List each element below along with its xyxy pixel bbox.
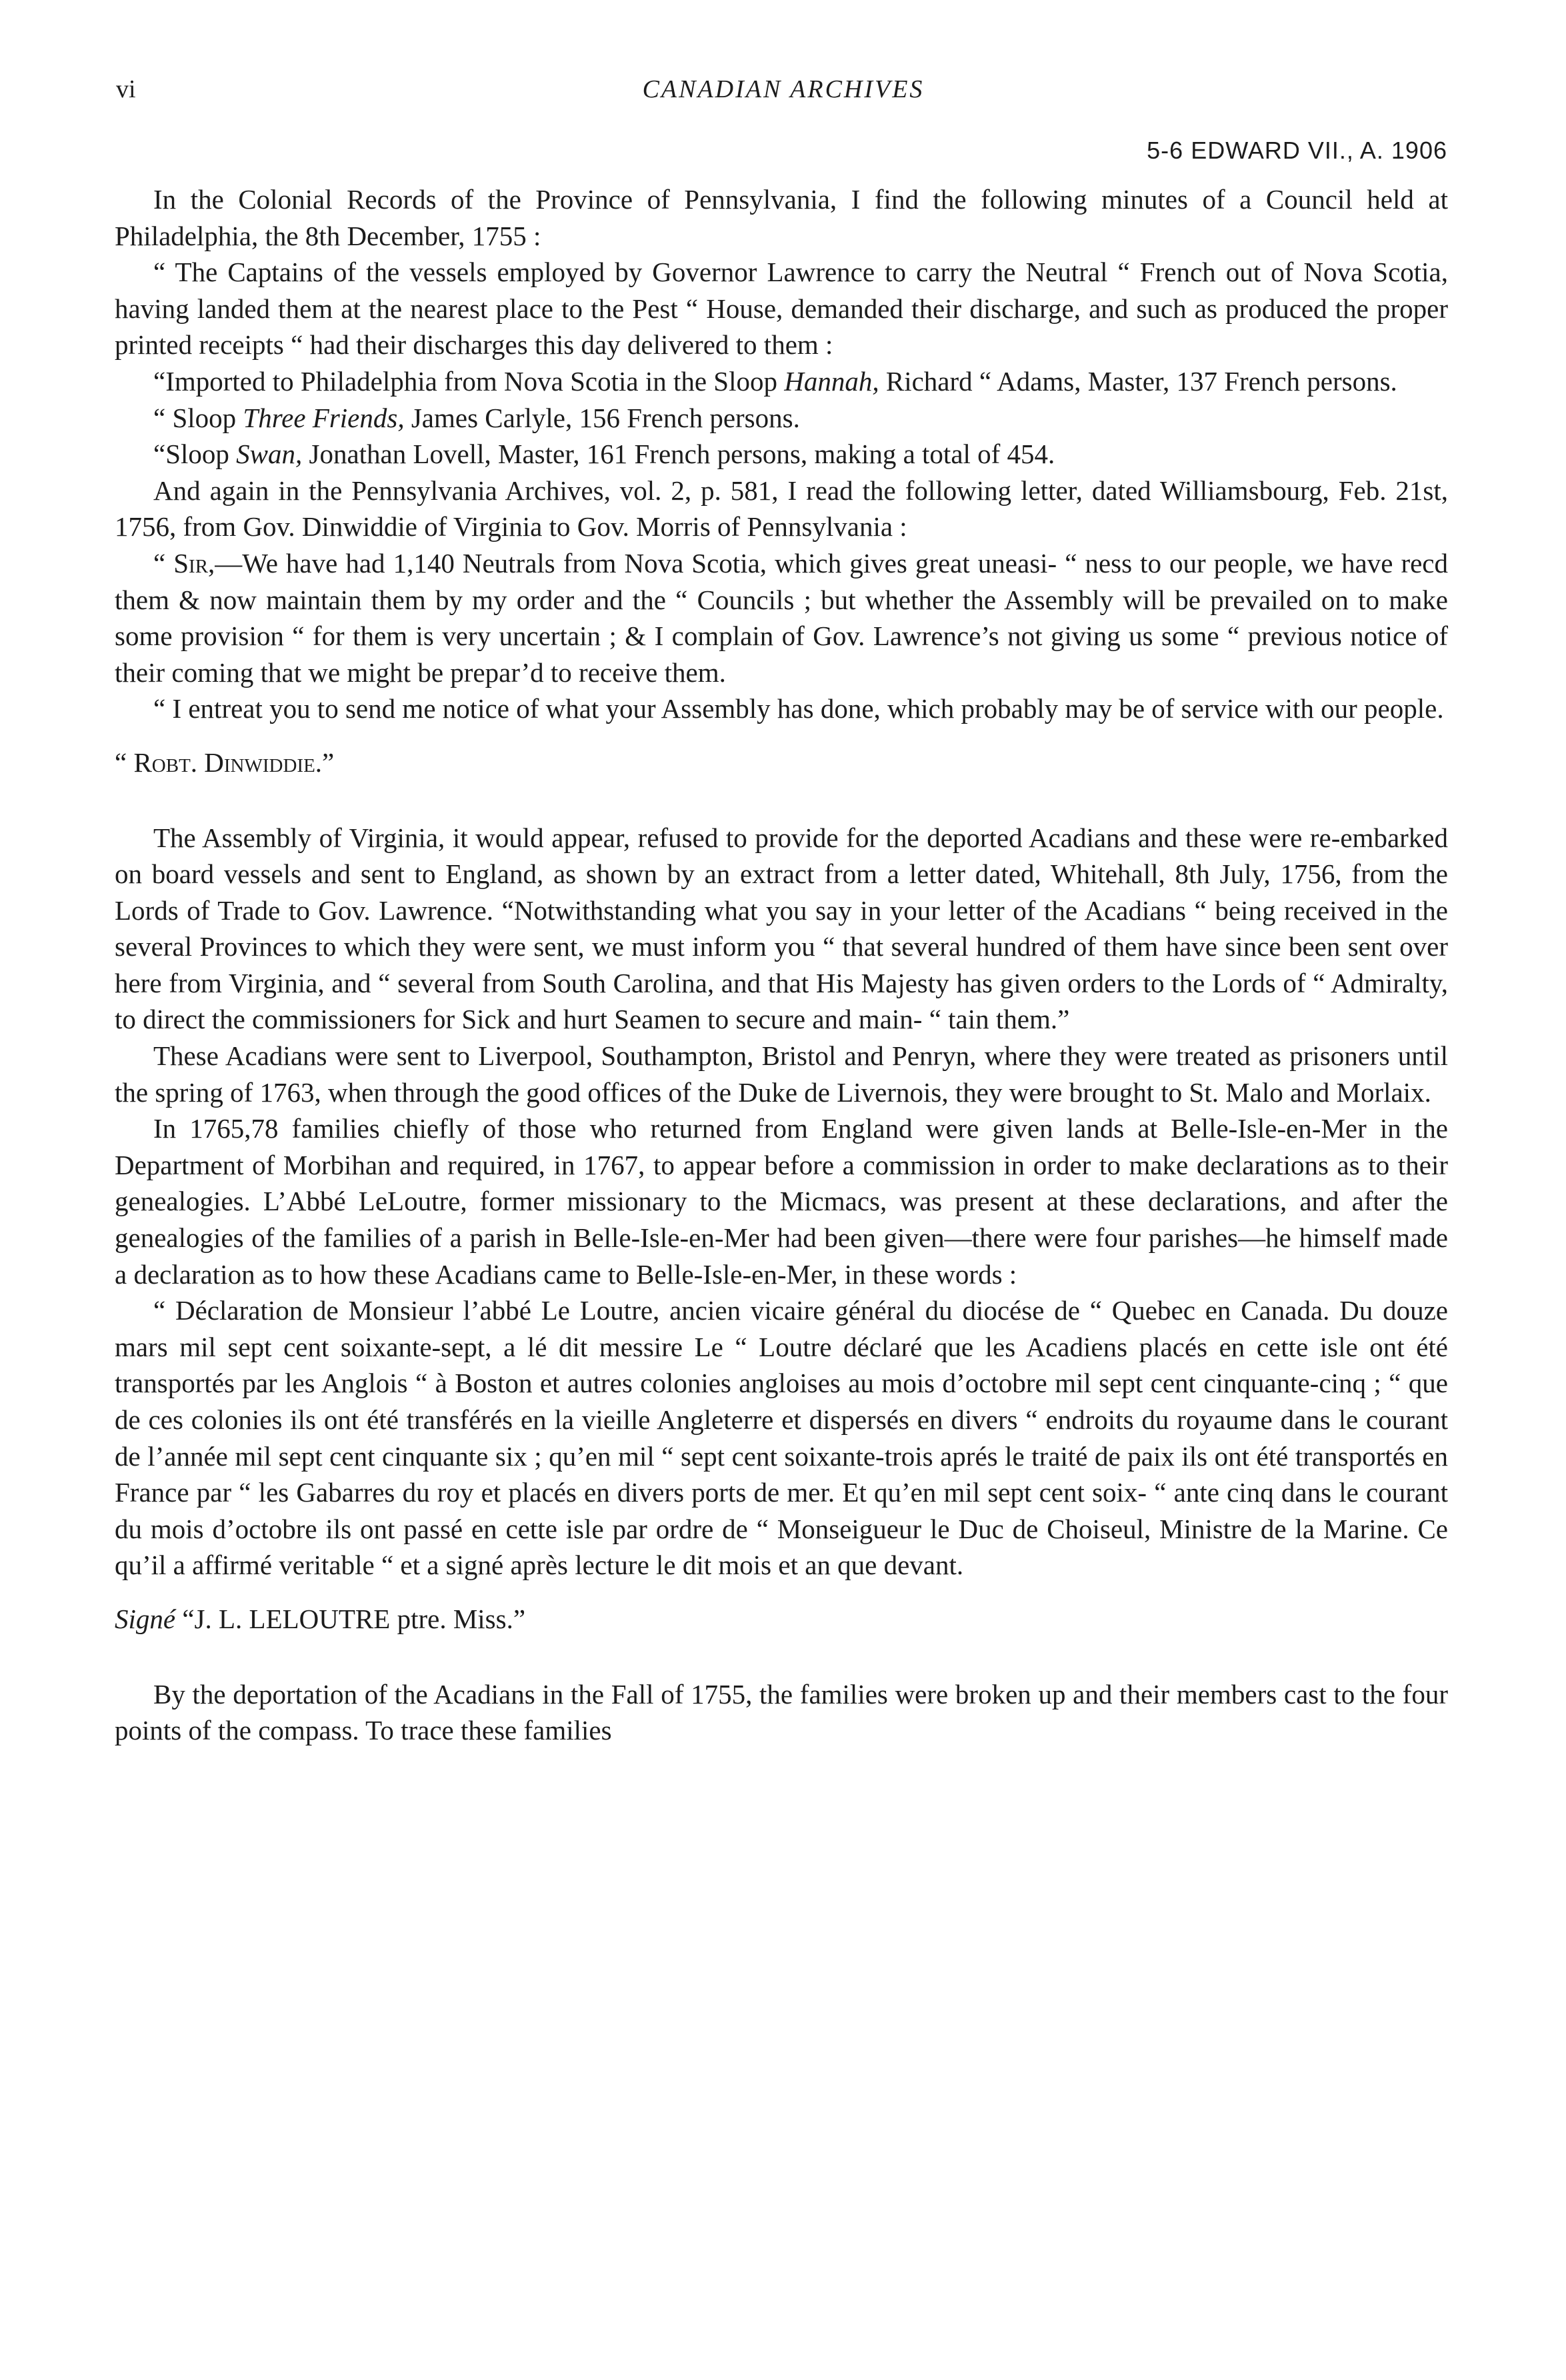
text-run: “ Sloop — [153, 402, 243, 433]
spacer — [115, 1584, 1448, 1601]
text-run: “Sloop — [153, 439, 237, 470]
spacer — [115, 781, 1448, 820]
quoted-paragraph — [115, 436, 1448, 473]
quoted-letter: “ I entreat you to send me notice of what your Assembly has done, which probably may be of service with our people. — [153, 693, 1444, 724]
signature-dinwiddie: “ Robt. Dinwiddie.” — [115, 746, 335, 778]
running-title: CANADIAN ARCHIVES — [642, 75, 925, 103]
paragraph: In 1765,78 families chiefly of those who returned from England were given lands at Belle-Isle-en-Mer in the Department of Morbihan and required, in 1767, to appear before a commission in order to make declarations as to their genealogies. L’Abbé LeLoutre, former missionary to the Micmacs, was present at these declarations, and after the genealogies of the families of a parish in Belle-Isle-en-Mer had been given—there were four parishes—he himself made a declaration as to how these Acadians came to Belle-Isle-en-Mer, in these words : — [115, 1113, 1448, 1290]
ship-name: Three Friends, — [243, 402, 405, 433]
page-number: vi — [116, 75, 136, 103]
signe-label: Signé — [115, 1603, 176, 1634]
body-text — [115, 181, 1448, 1749]
text-run: “Imported to Philadelphia from Nova Scotia in the Sloop — [153, 365, 785, 397]
quoted-letter — [115, 545, 1448, 690]
spacer — [115, 727, 1448, 744]
ship-name: Hannah, — [784, 365, 879, 397]
text-run: Jonathan Lovell, Master, 161 French persons, making a total of 454. — [302, 439, 1055, 470]
text-run: “ — [153, 547, 174, 579]
text-run: —We have had 1,140 Neutrals from Nova Scotia, which gives great uneasi- “ ness to our people, we have recd them & now maintain them by my order and the “ Councils ; but whether the Assembly will be prevailed on to make some provision “ for them is very uncertain ; & I complain of Gov. Lawrence’s not giving us some “ previous notice of their coming that we might be prepar’d to receive them. — [115, 547, 1448, 688]
paragraph: These Acadians were sent to Liverpool, Southampton, Bristol and Penryn, where they were treated as prisoners until the spring of 1763, when through the good offices of the Duke de Livernois, they were brought to St. Malo and Morlaix. — [115, 1040, 1448, 1108]
session-line: 5-6 EDWARD VII., A. 1906 — [1147, 137, 1447, 164]
paragraph: By the deportation of the Acadians in the Fall of 1755, the families were broken up and their members cast to the four points of the compass. To trace these families — [115, 1678, 1448, 1746]
ship-name: Swan, — [236, 439, 303, 470]
quoted-paragraph: “ The Captains of the vessels employed by Governor Lawrence to carry the Neutral “ French out of Nova Scotia, having landed them at the nearest place to the Pest “ House, demanded their discharge, and such as produced the proper printed receipts “ had their discharges this day delivered to them : — [115, 257, 1448, 361]
paragraph: In the Colonial Records of the Province of Pennsylvania, I find the following minutes of a Council held at Philadelphia, the 8th December, 1755 : — [115, 184, 1448, 251]
spacer — [115, 1638, 1448, 1676]
running-header — [107, 75, 1460, 115]
text-run: James Carlyle, 156 French persons. — [404, 402, 800, 433]
paragraph: And again in the Pennsylvania Archives, vol. 2, p. 581, I read the following letter, dated Williamsbourg, Feb. 21st, 1756, from Gov. Dinwiddie of Virginia to Gov. Morris of Pennsylvania : — [115, 475, 1448, 543]
signature-name: “J. L. LELOUTRE ptre. Miss.” — [175, 1603, 526, 1634]
french-declaration: “ Déclaration de Monsieur l’abbé Le Loutre, ancien vicaire général du diocése de “ Quebec en Canada. Du douze mars mil sept cent soixante-sept, a lé dit messire Le “ Loutre déclaré que les Acadiens placés en cette isle ont été transportés par les Anglois “ à Boston et autres colonies angloises au mois d’octobre mil sept cent cinquante-cinq ; “ que de ces colonies ils ont été transférés en la vieille Angleterre et dispersés en divers “ endroits du royaume dans le courant de l’année mil sept cent cinquante six ; qu’en mil “ sept cent soixante-trois aprés le traité de paix ils ont été transportés en France par “ les Gabarres du roy et placés en divers ports de mer. Et qu’en mil sept cent soix- “ ante cinq dans le courant du mois d’octobre ils ont passé en cette isle par ordre de “ Monseigueur le Duc de Choiseul, Ministre de la Marine. Ce qu’il a affirmé veritable “ et a signé après lecture le dit mois et an que devant. — [115, 1295, 1448, 1581]
signature-leloutre — [115, 1601, 1448, 1638]
quoted-paragraph — [115, 363, 1448, 400]
text-run: Richard “ Adams, Master, 137 French persons. — [879, 365, 1397, 397]
paragraph: The Assembly of Virginia, it would appear, refused to provide for the deported Acadians and these were re-embarked on board vessels and sent to England, as shown by an extract from a letter dated, Whitehall, 8th July, 1756, from the Lords of Trade to Gov. Lawrence. “Notwithstanding what you say in your letter of the Acadians “ being received in the several Provinces to which they were sent, we must inform you “ that several hundred of them have since been sent over here from Virginia, and “ several from South Carolina, and that His Majesty has given orders to the Lords of “ Admiralty, to direct the commissioners for Sick and hurt Seamen to secure and main- “ tain them.” — [115, 822, 1448, 1035]
salutation: Sir, — [173, 547, 215, 579]
quoted-paragraph — [115, 400, 1448, 437]
